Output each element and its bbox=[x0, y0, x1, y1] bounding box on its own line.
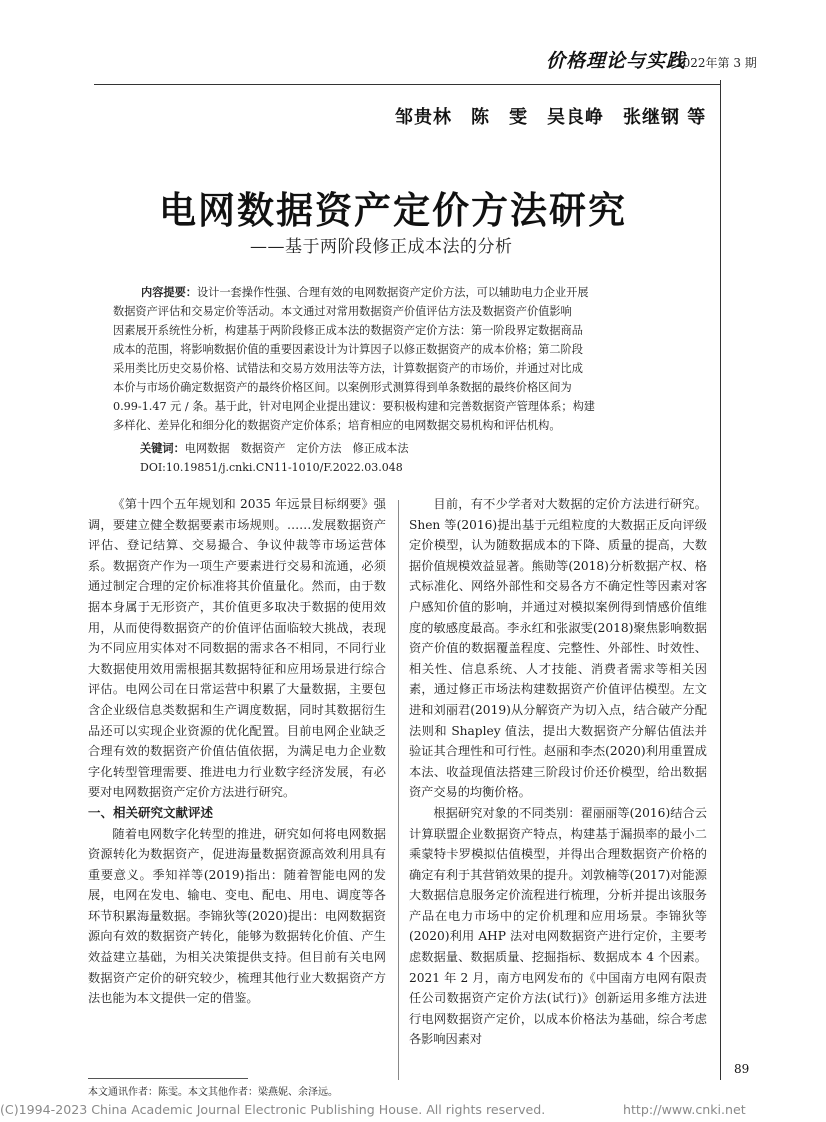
issue-number: 2022年第 3 期 bbox=[675, 56, 757, 70]
body-paragraph: 《第十四个五年规划和 2035 年远景目标纲要》强调，要建立健全数据要素市场规则。……发展数据资产评估、登记结算、交易撮合、争议仲裁等市场运营体系。数据资产作为一项生产要素进行交易和流通，必须通过制定合理的定价标准将其价值量化。然而，由于数据本身属于无形资产，其价值更多取决于数据的使用效用，从而使得数据资产的价值评估面临较大挑战，表现为不同应用实体对不同数据的需求各不相同，不同行业大数据使用效用需根据其数据特征和应用场景进行综合评估。电网公司在日常运营中积累了大量数据，主要包含企业级信息类数据和生产调度数据，同时其数据衍生品还可以实现企业资源的优化配置。目前电网企业缺乏合理有效的数据资产价值估值依据，为满足电力企业数字化转型管理需要、推进电力行业数字经济发展，有必要对电网数据资产定价方法进行研究。 bbox=[88, 497, 386, 800]
paper-title: 电网数据资产定价方法研究 bbox=[159, 188, 627, 232]
abstract-line: 因素展开系统性分析，构建基于两阶段修正成本法的数据资产定价方法：第一阶段界定数据商品 bbox=[113, 324, 583, 337]
section-heading: 一、相关研究文献评述 bbox=[88, 804, 214, 820]
footnote-rule bbox=[88, 1078, 248, 1079]
abstract-line: 0.99-1.47 元 / 条。基于此，针对电网企业提出建议：要积极构建和完善数据资产管理体系；构建 bbox=[113, 400, 595, 413]
right-column bbox=[409, 494, 707, 1050]
abstract-line: 数据资产评估和交易定价等活动。本文通过对常用数据资产价值评估方法及数据资产价值影响 bbox=[113, 305, 572, 318]
keywords-label: 关键词： bbox=[140, 441, 185, 455]
body-paragraph: 根据研究对象的不同类别：翟丽丽等(2016)结合云计算联盟企业数据资产特点，构建基于漏损率的最小二乘蒙特卡罗模拟估值模型，并得出合理数据资产价格的确定有利于其营销效果的提升。刘敦楠等(2017)对能源大数据信息服务定价流程进行梳理，分析并提出该服务产品在电力市场中的定价机理和应用场景。李锦狄等(2020)利用 AHP 法对电网数据资产进行定价，主要考虑数据量、数据质量、挖掘指标、数据成本 4 个因素。2021 年 2 月，南方电网发布的《中国南方电网有限责任公司数据资产定价方法(试行)》创新运用多维方法进行电网数据资产定价，以成本价格法为基础，综合考虑各影响因素对 bbox=[409, 805, 707, 1047]
keywords bbox=[140, 440, 409, 456]
journal-name: 价格理论与实践 bbox=[546, 50, 687, 72]
author-footnote: 本文通讯作者：陈雯。本文其他作者：梁燕妮、余泽远。 bbox=[88, 1087, 338, 1098]
abstract-label: 内容提要： bbox=[141, 285, 197, 299]
abstract-line: 成本的范围，将影响数据价值的重要因素设计为计算因子以修正数据资产的成本价格；第二阶段 bbox=[113, 343, 583, 356]
keywords-text: 电网数据 数据资产 定价方法 修正成本法 bbox=[184, 442, 409, 455]
body-paragraph: 目前，有不少学者对大数据的定价方法进行研究。Shen 等(2016)提出基于元组粒度的大数据正反向评级定价模型，认为随数据成本的下降、质量的提高，大数据价值规模效益显著。熊勋等(2018)分析数据产权、格式标准化、网络外部性和交易各方不确定性等因素对客户感知价值的影响，并通过对模拟案例得到情感价值维度的敏感度最高。李永红和张淑雯(2018)聚焦影响数据资产价值的数据覆盖程度、完整性、外部性、时效性、相关性、信息系统、人才技能、消费者需求等相关因素，通过修正市场法构建数据资产价值评估模型。左文进和刘丽君(2019)从分解资产为切入点，结合破产分配法则和 Shapley 值法，提出大数据资产分解估值法并验证其合理性和可行性。赵丽和李杰(2020)利用重置成本法、收益现值法搭建三阶段讨价还价模型，给出数据资产交易的均衡价格。 bbox=[409, 497, 707, 800]
abstract-line: 多样化、差异化和细分化的数据资产定价体系；培育相应的电网数据交易机构和评估机构。 bbox=[113, 419, 561, 432]
doi: DOI:10.19851/j.cnki.CN11-1010/F.2022.03.048 bbox=[140, 461, 403, 474]
column-divider bbox=[398, 500, 399, 1080]
page-number: 89 bbox=[734, 1062, 750, 1076]
abstract-line: 本价与市场价确定数据资产的最终价格区间。以案例形式测算得到单条数据的最终价格区间为 bbox=[113, 381, 572, 394]
body-paragraph: 随着电网数字化转型的推进，研究如何将电网数据资源转化为数据资产，促进海量数据资源高效利用具有重要意义。季知祥等(2019)指出：随着智能电网的发展，电网在发电、输电、变电、配电、用电、调度等各环节积累海量数据。李锦狄等(2020)提出：电网数据资源向有效的数据资产转化，能够为数据转化价值、产生效益建立基础，为相关决策提供支持。但目前有关电网数据资产定价的研究较少，梳理其他行业大数据资产方法也能为本文提供一定的借鉴。 bbox=[88, 826, 386, 1006]
abstract bbox=[113, 283, 673, 435]
abstract-line: 采用类比历史交易价格、试错法和交易方效用法等方法，计算数据资产的市场价，并通过对比成 bbox=[113, 362, 583, 375]
left-column bbox=[88, 494, 386, 1009]
abstract-line: 内容提要：设计一套操作性强、合理有效的电网数据资产定价方法，可以辅助电力企业开展 bbox=[141, 285, 589, 299]
header-rule bbox=[94, 84, 720, 85]
author-list: 邹贵林 陈 雯 吴良峥 张继钢 等 bbox=[395, 107, 707, 128]
paper-subtitle: ——基于两阶段修正成本法的分析 bbox=[250, 237, 513, 257]
copyright-text: (C)1994-2023 China Academic Journal Electronic Publishing House. All rights reserved. bbox=[0, 1102, 546, 1117]
cnki-link[interactable]: http://www.cnki.net bbox=[623, 1102, 746, 1117]
